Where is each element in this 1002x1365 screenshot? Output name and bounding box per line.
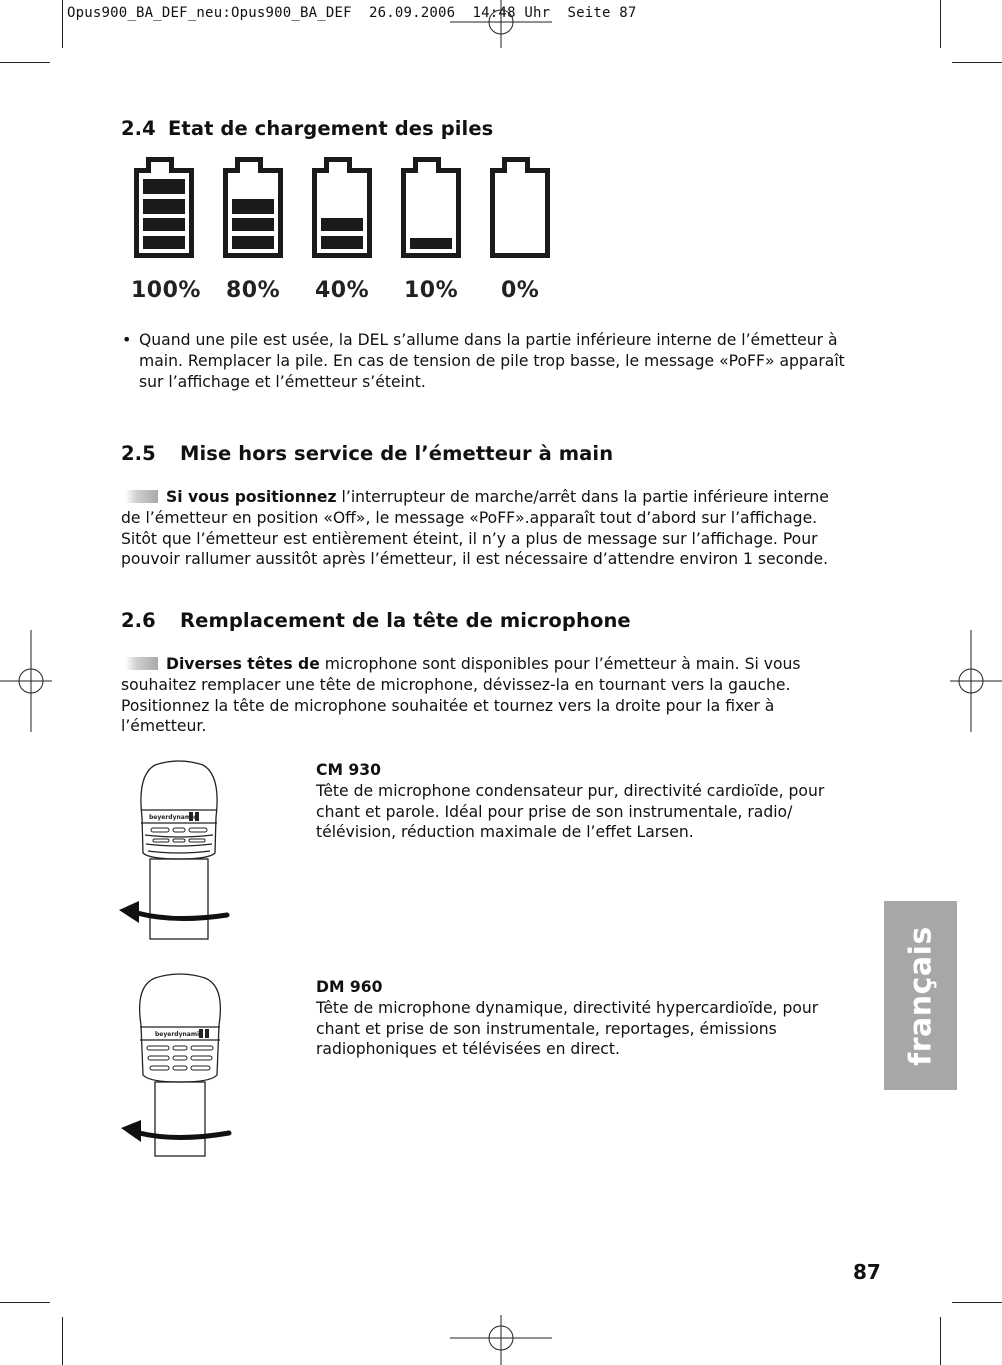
battery-bullet-text [139, 330, 849, 392]
registration-mark-left [0, 630, 52, 732]
language-tab [884, 901, 957, 1090]
lead-text: Si vous positionnez [166, 488, 337, 506]
section-2-4-heading [121, 117, 493, 140]
text-line [121, 654, 851, 675]
battery-80-icon [223, 157, 283, 258]
battery-0-icon [490, 157, 550, 258]
text-line: télévision, réduction maximale de l’effet Larsen. [316, 823, 694, 842]
section-2-5-heading [121, 442, 613, 465]
battery-label-0: 0% [501, 278, 540, 303]
text-line: Tête de microphone condensateur pur, directivité cardioïde, pour [316, 781, 825, 800]
brand-label: beyerdynamic [149, 814, 197, 821]
battery-label-40: 40% [315, 278, 370, 303]
battery-label-80: 80% [226, 278, 281, 303]
section-2-6-paragraph [121, 654, 851, 737]
cm930-microphone-illustration [115, 755, 240, 945]
gradient-marker [125, 657, 158, 670]
section-title: Mise hors service de l’émetteur à main [180, 442, 614, 465]
bullet-point: • [122, 330, 132, 349]
text-line: Positionnez la tête de microphone souhaitée et tournez vers la droite pour la fixer à [121, 696, 775, 715]
text-line: Tête de microphone dynamique, directivité hypercardioïde, pour [316, 998, 819, 1017]
battery-100-icon [134, 157, 194, 258]
text-line: sur l’affichage et l’émetteur s’éteint. [139, 372, 426, 391]
text-line: souhaitez remplacer une tête de microphone, dévissez-la en tournant vers la gauche. [121, 675, 791, 694]
section-2-5-paragraph [121, 487, 851, 570]
gradient-marker [125, 490, 158, 503]
battery-icons [120, 150, 560, 265]
product-cm930-description [316, 760, 846, 843]
section-number: 2.5 [121, 442, 156, 465]
text-line [121, 487, 851, 508]
text-run: l’interrupteur de marche/arrêt dans la partie inférieure interne [336, 488, 829, 506]
section-2-6-heading [121, 609, 631, 632]
text-line: l’émetteur. [121, 717, 207, 736]
printer-slug-line: Opus900_BA_DEF_neu:Opus900_BA_DEF 26.09.2006 14:48 Uhr Seite 87 [67, 5, 637, 21]
battery-10-icon [401, 157, 461, 258]
language-tab-label: français [903, 925, 938, 1066]
dm960-microphone-illustration [115, 970, 240, 1160]
text-line: main. Remplacer la pile. En cas de tension de pile trop basse, le message «PoFF» apparaît [139, 351, 845, 370]
text-line: Sitôt que l’émetteur est entièrement éteint, il n’y a plus de message sur l’affichage. Pour [121, 529, 818, 548]
text-line: Quand une pile est usée, la DEL s’allume dans la partie inférieure interne de l’émetteur à [139, 331, 838, 349]
battery-40-icon [312, 157, 372, 258]
registration-mark-top [450, 0, 552, 50]
section-title: Remplacement de la tête de microphone [180, 609, 631, 632]
section-number: 2.6 [121, 609, 156, 632]
brand-label: beyerdynamic [155, 1031, 203, 1038]
text-line: pouvoir rallumer aussitôt après l’émetteur, il est nécessaire d’attendre environ 1 seconde. [121, 550, 829, 569]
text-line: de l’émetteur en position «Off», le message «PoFF».apparaît tout d’abord sur l’affichage. [121, 508, 818, 527]
battery-label-100: 100% [131, 278, 201, 303]
lead-text: Diverses têtes de [166, 655, 320, 673]
section-number: 2.4 [121, 117, 156, 140]
text-line: chant et prise de son instrumentale, reportages, émissions [316, 1019, 777, 1038]
registration-mark-bottom [450, 1315, 552, 1365]
text-line: radiophoniques et télévisées en direct. [316, 1040, 620, 1059]
product-dm960-description [316, 977, 846, 1060]
text-line: chant et parole. Idéal pour prise de son instrumentale, radio/ [316, 802, 793, 821]
product-name: DM 960 [316, 978, 383, 996]
product-name: CM 930 [316, 761, 381, 779]
registration-mark-right [950, 630, 1002, 732]
text-run: microphone sont disponibles pour l’émetteur à main. Si vous [319, 655, 801, 673]
page-number: 87 [853, 1260, 881, 1284]
battery-label-10: 10% [404, 278, 459, 303]
section-title: Etat de chargement des piles [168, 117, 494, 140]
